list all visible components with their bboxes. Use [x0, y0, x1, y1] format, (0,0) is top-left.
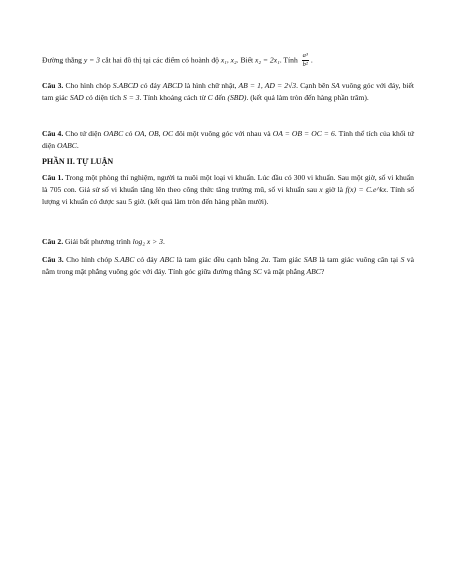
text: . Biết [236, 55, 255, 65]
text: Giải bất phương trình [63, 237, 133, 246]
math: AB = 1, AD = 2√3 [238, 81, 297, 90]
question-label: Câu 4. [42, 129, 64, 138]
fraction-numerator: a³ [302, 52, 308, 59]
fraction [302, 52, 309, 69]
text: Cho tứ diện [63, 129, 104, 138]
text: đôi một vuông góc với nhau và [173, 129, 273, 138]
math: x [319, 185, 323, 194]
math: SA [331, 81, 340, 90]
text: . (kết quả làm tròn đến hàng phần trăm). [246, 93, 369, 102]
text: . [76, 141, 79, 150]
math: f(x) = C.e^kx [345, 185, 387, 194]
math: OABC [103, 129, 124, 138]
text: đến [212, 93, 228, 102]
text: . Tính [279, 55, 300, 65]
section-heading: PHẦN II. TỰ LUẬN [42, 157, 114, 166]
math: S = 3 [123, 93, 140, 102]
math: S.ABCD [112, 81, 139, 90]
math: log₂ x > 3 [132, 237, 163, 246]
text: giờ là [322, 185, 346, 194]
question-label: Câu 2. [42, 237, 64, 246]
text: ? [320, 267, 325, 276]
text: Cho hình chóp [63, 255, 115, 264]
math: ABC [159, 255, 175, 264]
text: Cho hình chóp [63, 81, 113, 90]
text: có diện tích [83, 93, 123, 102]
math: SC [252, 267, 262, 276]
text: . Tính thể tích của khối tứ diện [42, 129, 415, 150]
intro-paragraph [42, 52, 414, 69]
math: y = 3 [83, 55, 100, 65]
question-label: Câu 3. [42, 255, 64, 264]
math: OABC [56, 141, 77, 150]
text: có đáy [134, 255, 160, 264]
math: SAB [303, 255, 317, 264]
essay-question-2 [42, 236, 414, 248]
essay-question-3 [42, 254, 414, 278]
fraction-denominator: b² [302, 61, 308, 68]
text: và mặt phẳng [261, 267, 307, 276]
essay-question-1 [42, 172, 414, 208]
math: x₁, x₂ [220, 55, 237, 65]
text: . Tính số lượng vi khuẩn có được sau 5 giờ. (kết quả làm tròn đến hàng phần mười). [42, 185, 414, 206]
text: cắt hai đồ thị tại các điểm có hoành độ [99, 55, 221, 65]
text: . Tam giác [268, 255, 304, 264]
text: Đường thẳng [42, 55, 84, 65]
math: S [400, 255, 405, 264]
text: có [123, 129, 135, 138]
text: là hình chữ nhật, [182, 81, 239, 90]
math: (SBD) [227, 93, 247, 102]
text: và nằm trong mặt phẳng vuông góc với đáy. Tính góc giữa đường thẳng [42, 255, 414, 276]
math: C [207, 93, 213, 102]
question-4 [42, 128, 414, 152]
text: có đáy [138, 81, 163, 90]
text: là tam giác đều cạnh bằng [174, 255, 261, 264]
math: 2a [260, 255, 269, 264]
text: . [162, 237, 165, 246]
text: . Cạnh bên [296, 81, 332, 90]
math: ABC [306, 267, 321, 276]
math: OA = OB = OC = 6 [272, 129, 335, 138]
text: vuông góc với đáy, biết tam giác [42, 81, 415, 102]
math: ABCD [162, 81, 183, 90]
question-label: Câu 3. [42, 81, 64, 90]
text: Trong một phòng thí nghiệm, người ta nuôi một loại vi khuẩn. Lúc đầu có 300 vi khuẩn. Sau một giờ, số vi khuẩn là 705 con. Giả sử số vi khuẩn tăng lên theo công thức tăng trưởng mũ, số vi khuẩn sau [42, 173, 414, 194]
math: OA, OB, OC [134, 129, 174, 138]
math: S.ABC [114, 255, 135, 264]
question-label: Câu 1. [42, 173, 64, 182]
text: . [310, 55, 313, 65]
question-3-part1 [42, 80, 414, 104]
text: . Tính khoảng cách từ [139, 93, 208, 102]
math: x₂ = 2x₁ [255, 55, 280, 65]
text: là tam giác vuông cân tại [316, 255, 401, 264]
math: SAD [69, 93, 84, 102]
